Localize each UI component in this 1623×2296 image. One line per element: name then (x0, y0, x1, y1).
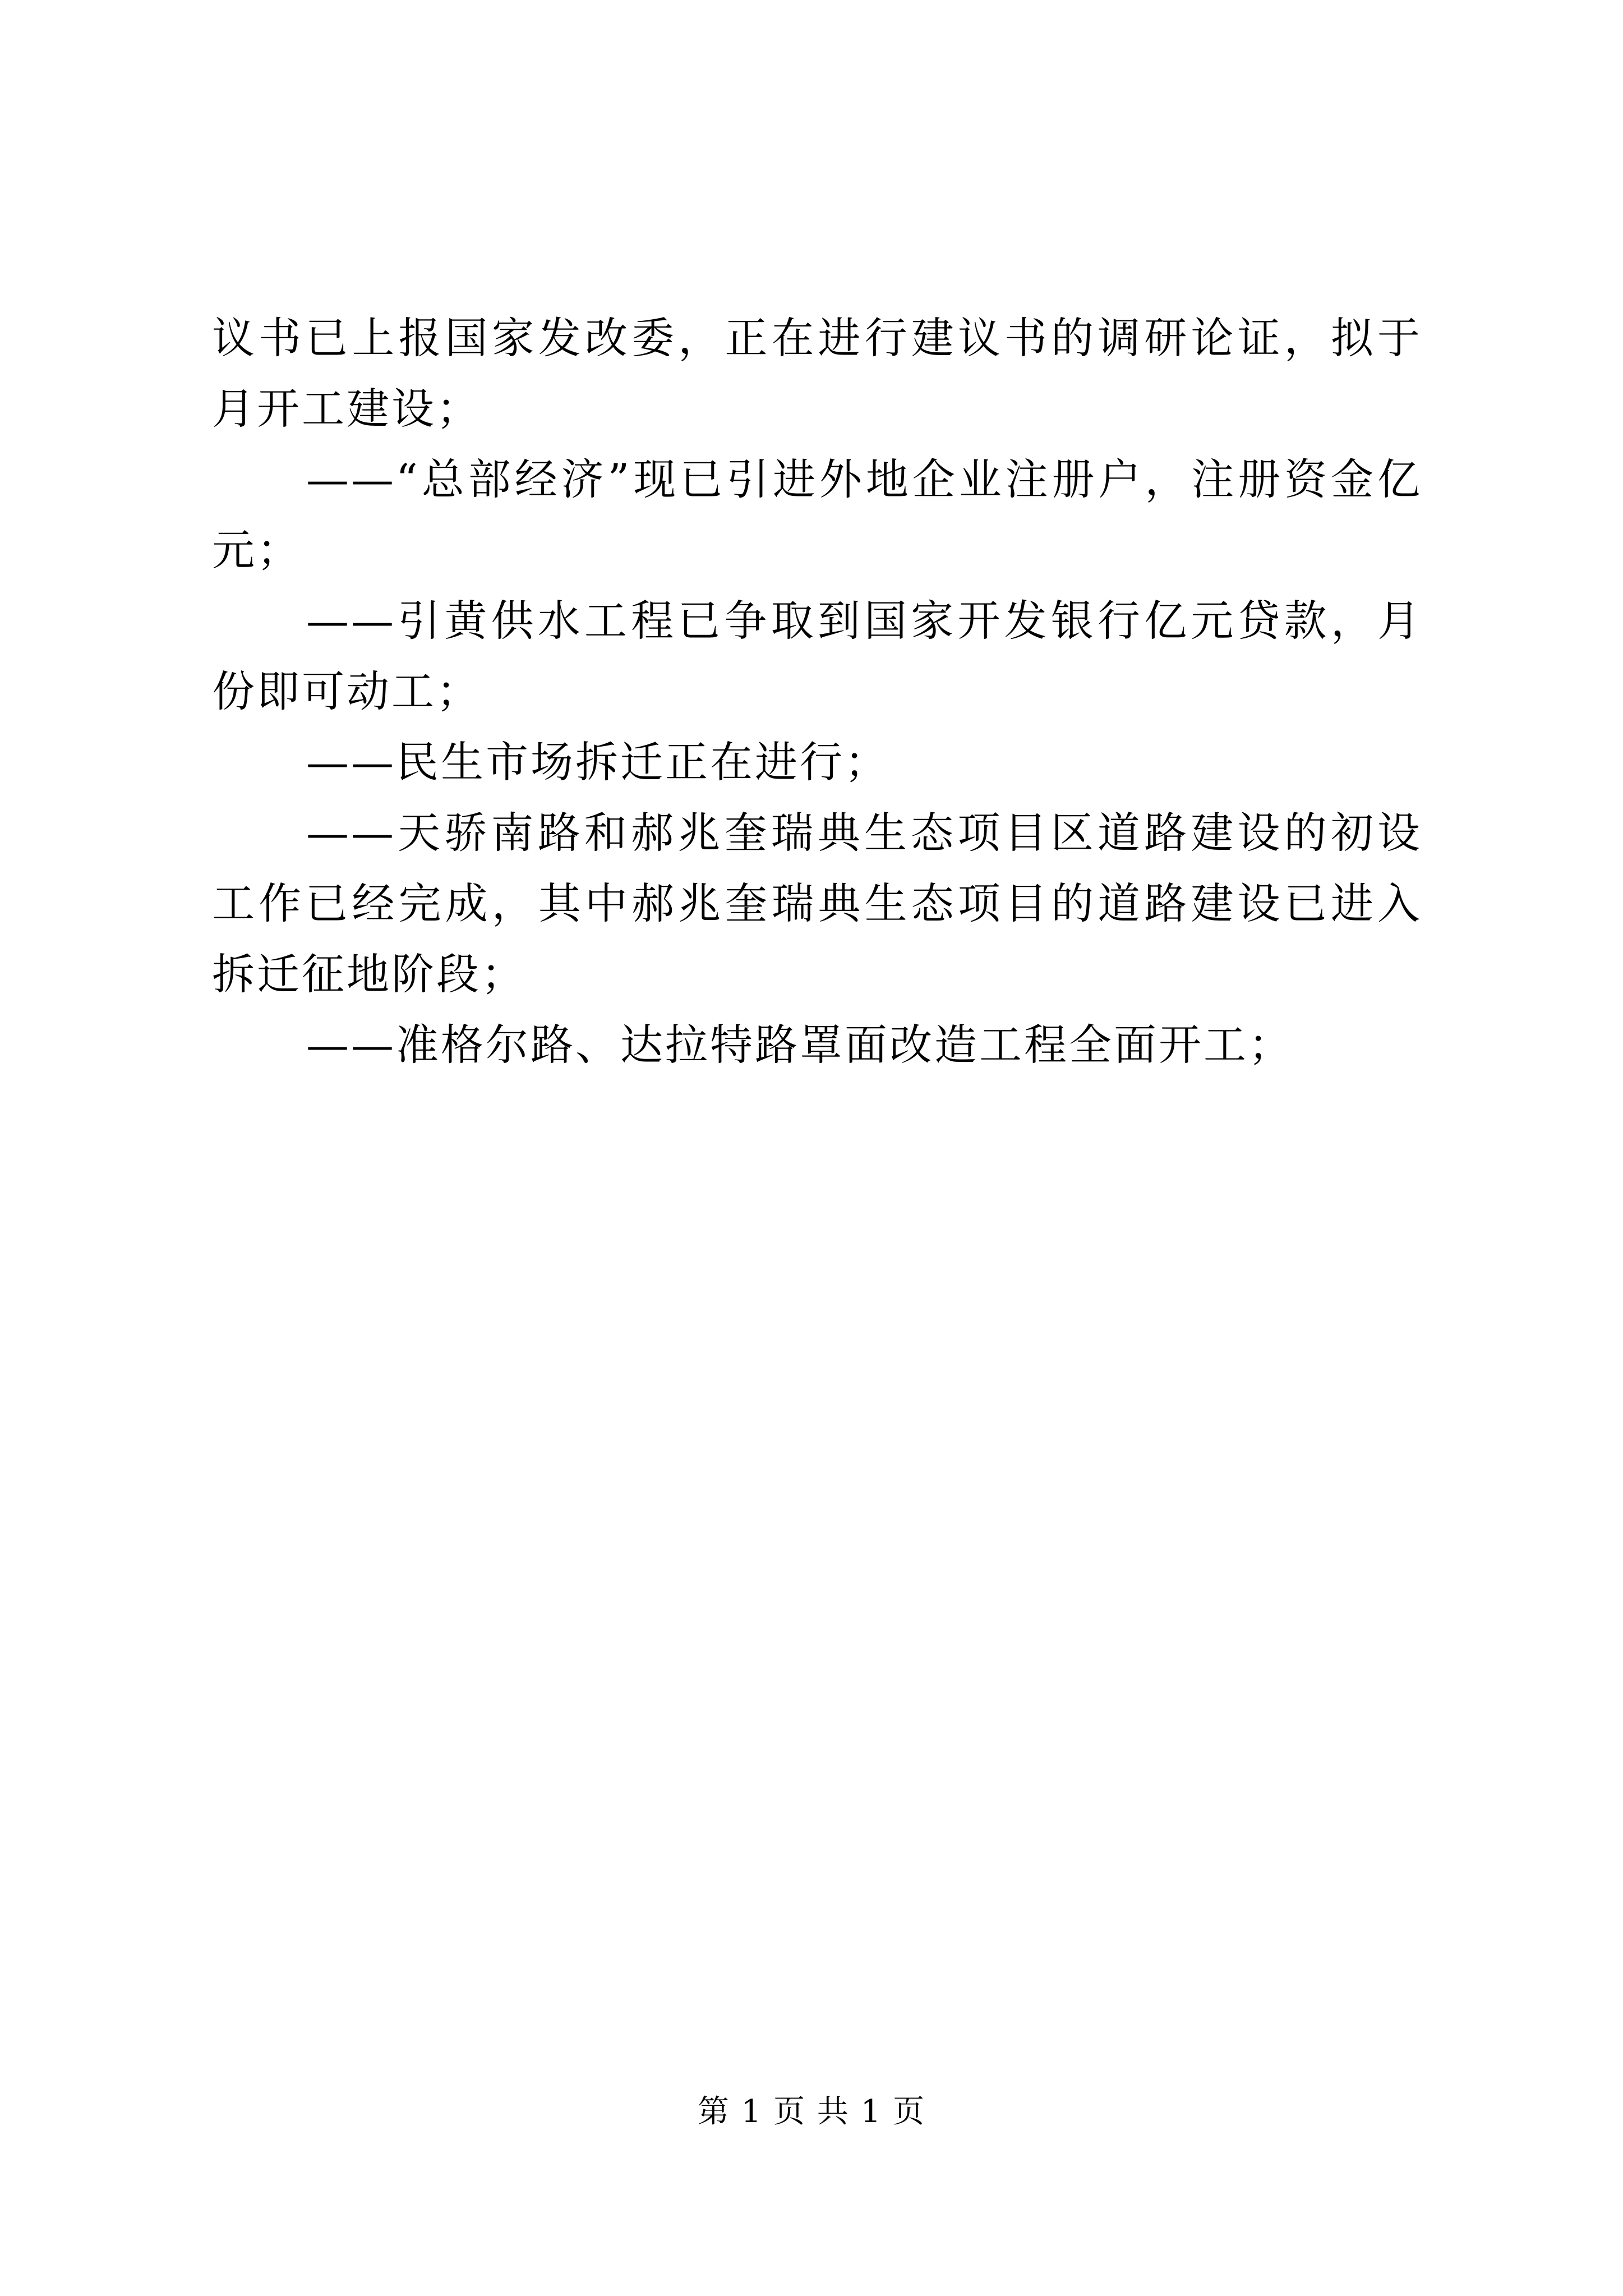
paragraph-headquarters-economy: ——“总部经济”现已引进外地企业注册户，注册资金亿元； (212, 454, 1422, 575)
paragraph-tianjiao-road: ——天骄南路和郝兆奎瑞典生态项目区道路建设的初设工作已经完成，其中郝兆奎瑞典生态项目的道路建设已进入拆迁征地阶段； (212, 808, 1422, 999)
paragraph-road-resurfacing: ——准格尔路、达拉特路罩面改造工程全面开工； (306, 1020, 1293, 1070)
document-body (212, 303, 1422, 1080)
paragraph-minsheng-market: ——民生市场拆迁正在进行； (306, 737, 889, 787)
paragraph-continuation: 议书已上报国家发改委，正在进行建议书的调研论证，拟于月开工建设； (212, 313, 1422, 434)
paragraph-yellow-river-water-supply: ——引黄供水工程已争取到国家开发银行亿元贷款，月份即可动工； (212, 596, 1422, 716)
page-number-footer: 第 1 页 共 1 页 (697, 2093, 926, 2130)
